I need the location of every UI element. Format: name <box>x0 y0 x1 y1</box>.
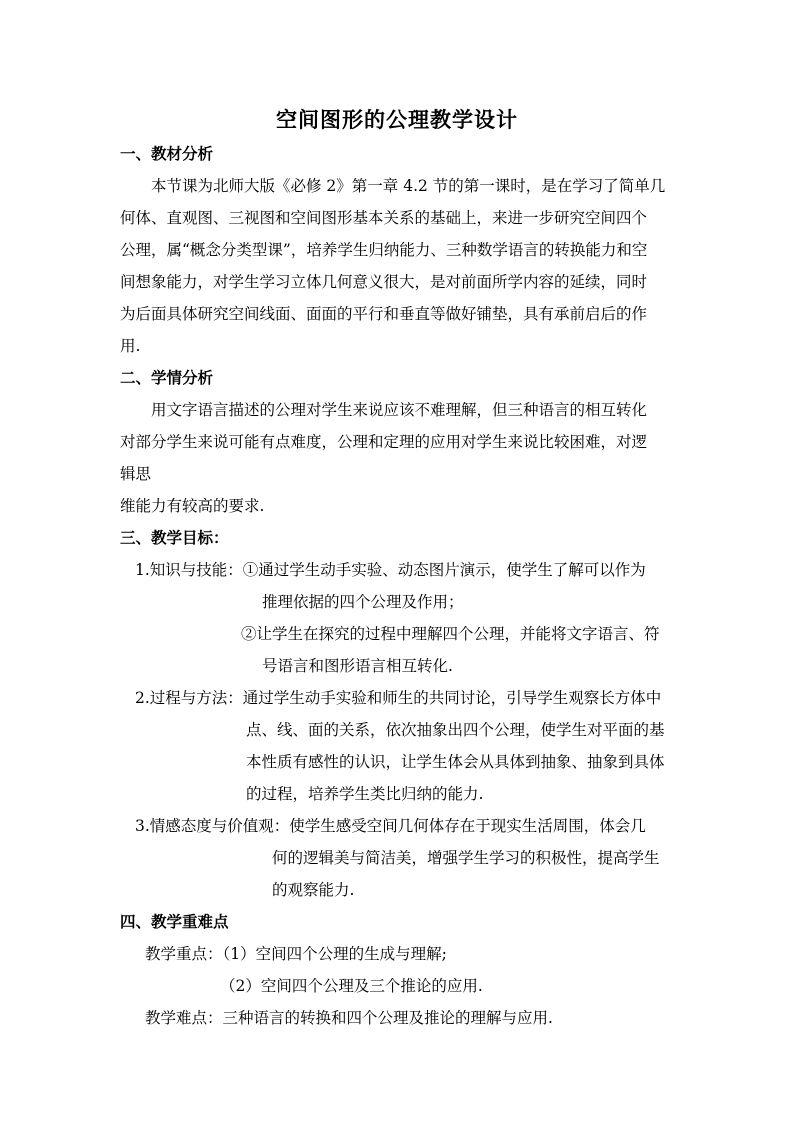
section-heading-key-points: 四、教学重难点 <box>120 912 229 931</box>
paragraph-line: 用文字语言描述的公理对学生来说应该不难理解，但三种语言的相互转化 <box>151 401 648 419</box>
goal-line: 推理依据的四个公理及作用； <box>262 593 464 611</box>
goal-line: 的观察能力. <box>272 881 355 899</box>
goal-line: 点、线、面的关系，依次抽象出四个公理，使学生对平面的基 <box>246 721 665 739</box>
goal-line: 1.知识与技能：①通过学生动手实验、动态图片演示，使学生了解可以作为 <box>135 561 646 579</box>
goal-line: 何的逻辑美与简洁美，增强学生学习的积极性，提高学生 <box>272 849 660 867</box>
goal-line: 的过程，培养学生类比归纳的能力. <box>246 785 484 803</box>
key-point-line: 教学重点：（1）空间四个公理的生成与理解; <box>145 945 447 963</box>
paragraph-line: 间想象能力，对学生学习立体几何意义很大，是对前面所学内容的延续，同时 <box>120 273 648 291</box>
key-point-line: （2）空间四个公理及三个推论的应用. <box>220 977 483 995</box>
paragraph-line: 用. <box>120 337 141 355</box>
goal-line: ②让学生在探究的过程中理解四个公理，并能将文字语言、符 <box>241 625 660 643</box>
paragraph-line: 公理，属“概念分类型课”，培养学生归纳能力、三种数学语言的转换能力和空 <box>120 241 648 259</box>
paragraph-line: 何体、直观图、三视图和空间图形基本关系的基础上，来进一步研究空间四个 <box>120 209 648 227</box>
section-heading-teaching-goals: 三、教学目标： <box>120 528 229 547</box>
paragraph-line: 本节课为北师大版《必修 2》第一章 4.2 节的第一课时，是在学习了简单几 <box>151 177 666 195</box>
goal-line: 3.情感态度与价值观：使学生感受空间几何体存在于现实生活周围，体会几 <box>135 817 646 835</box>
goal-line: 本性质有感性的认识，让学生体会从具体到抽象、抽象到具体 <box>246 753 665 771</box>
goal-line: 号语言和图形语言相互转化. <box>262 657 453 675</box>
difficulty-line: 教学难点：三种语言的转换和四个公理及推论的理解与应用. <box>145 1009 553 1027</box>
paragraph-line: 为后面具体研究空间线面、面面的平行和垂直等做好铺垫，具有承前启后的作 <box>120 305 648 323</box>
goal-line: 2.过程与方法：通过学生动手实验和师生的共同讨论，引导学生观察长方体中 <box>135 689 662 707</box>
paragraph-line: 辑思 <box>120 465 152 483</box>
document-title: 空间图形的公理教学设计 <box>276 107 518 132</box>
paragraph-line: 维能力有较高的要求. <box>120 497 265 515</box>
section-heading-student-analysis: 二、学情分析 <box>120 368 214 387</box>
paragraph-line: 对部分学生来说可能有点难度，公理和定理的应用对学生来说比较困难，对逻 <box>120 433 648 451</box>
section-heading-textbook-analysis: 一、教材分析 <box>120 144 214 163</box>
